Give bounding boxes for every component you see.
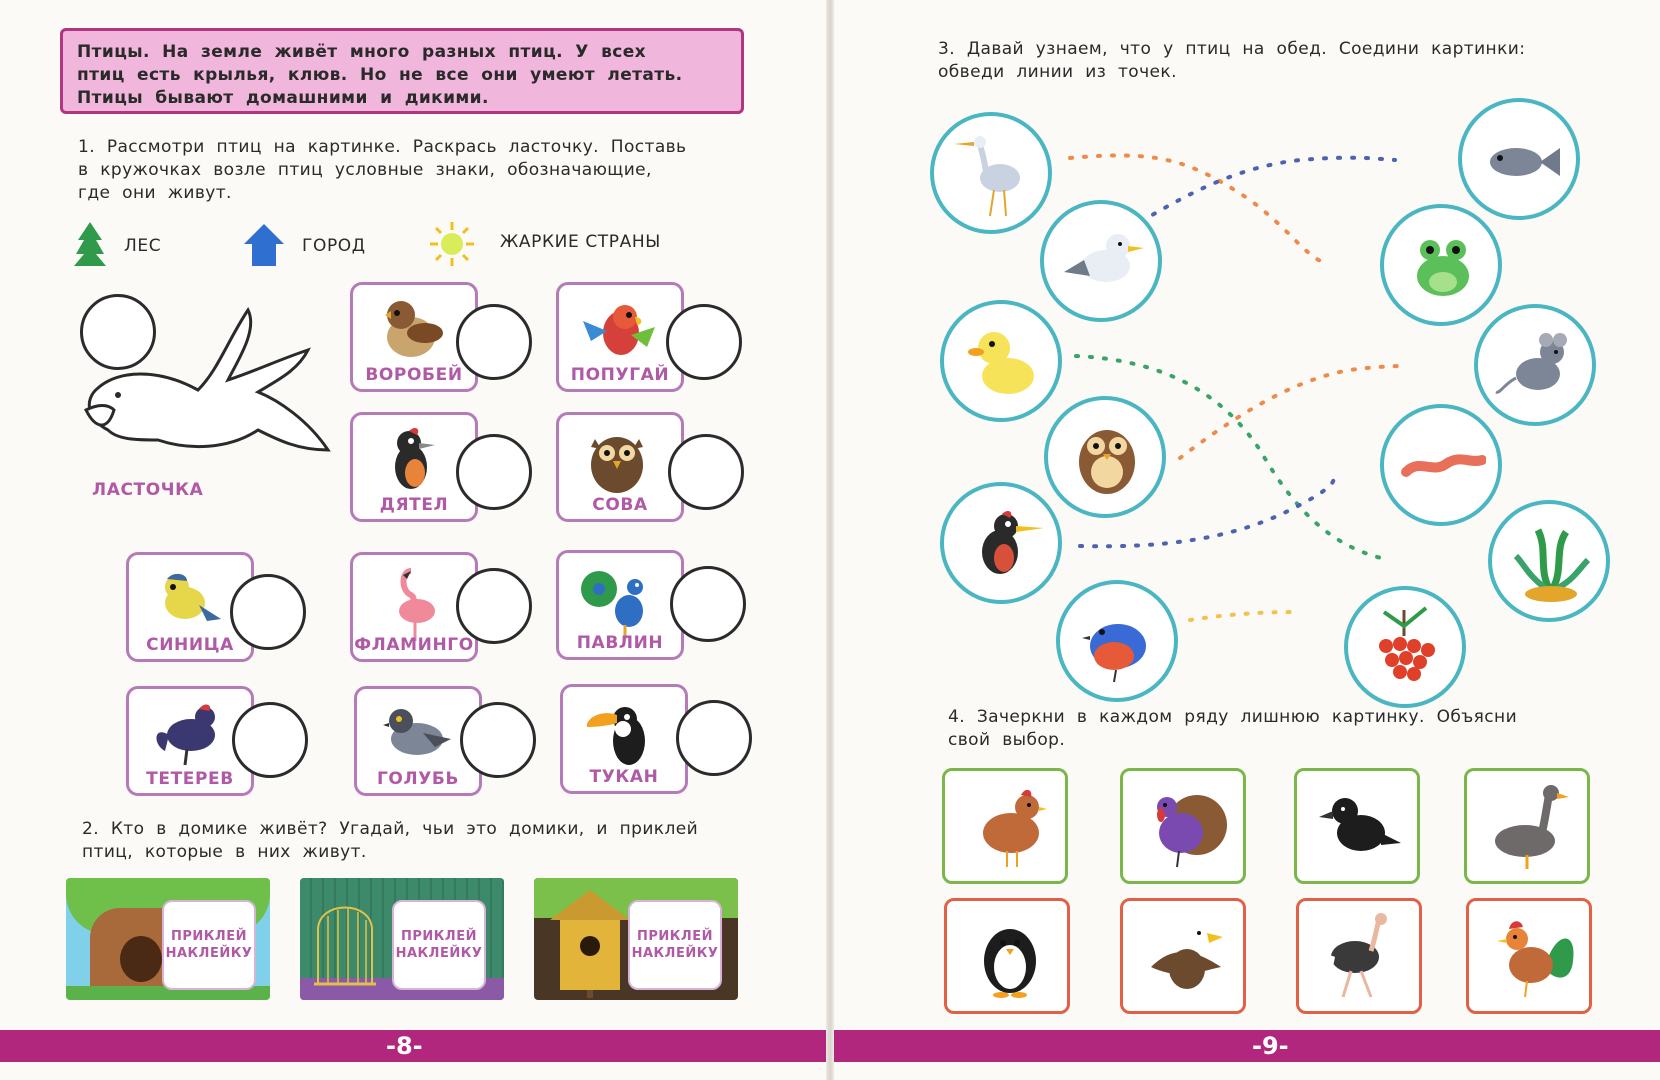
sticker-slot[interactable]	[162, 900, 256, 990]
swallow-label: ЛАСТОЧКА	[92, 480, 204, 500]
task-line: где они живут.	[78, 183, 232, 203]
worm-bubble[interactable]	[1380, 404, 1502, 526]
task-line: 1. Рассмотри птиц на картинке. Раскрась ласточку. Поставь	[78, 137, 687, 157]
parrot-icon	[577, 291, 657, 371]
task-line: 2. Кто в домике живёт? Угадай, чьи это домики, и приклей	[82, 819, 699, 839]
owl-icon	[577, 421, 657, 501]
crow-icon	[1315, 781, 1405, 871]
sticker-text: НАКЛЕЙКУ	[631, 946, 719, 961]
forest-tree-icon	[74, 222, 106, 268]
ostrich-icon	[1317, 911, 1407, 1001]
seaweed-icon	[1508, 520, 1594, 606]
habitat-circle[interactable]	[666, 304, 742, 380]
legend-forest: ЛЕС	[124, 236, 162, 256]
odd-one-out-card[interactable]	[1294, 768, 1420, 884]
odd-one-out-card[interactable]	[1466, 898, 1592, 1014]
woodpecker-icon	[371, 421, 451, 501]
seagull-icon	[1060, 220, 1146, 306]
owl-icon	[1064, 416, 1150, 502]
penguin-icon	[965, 911, 1055, 1001]
bird-label: ПОПУГАЙ	[570, 365, 670, 385]
bird-label: ВОРОБЕЙ	[365, 365, 463, 385]
task1-text	[78, 136, 686, 205]
bird-label: ГОЛУБЬ	[376, 769, 460, 789]
sticker-slot[interactable]	[628, 900, 722, 990]
habitat-circle[interactable]	[230, 574, 306, 650]
sun-icon	[428, 220, 476, 268]
task2-text	[82, 818, 698, 864]
task-line: обведи линии из точек.	[938, 62, 1177, 82]
sticker-text: НАКЛЕЙКУ	[165, 946, 253, 961]
flamingo-icon	[371, 561, 451, 641]
turkey-icon	[1141, 781, 1231, 871]
task-line: птиц, которые в них живут.	[82, 842, 367, 862]
worm-icon	[1400, 424, 1486, 510]
bird-label: ДЯТЕЛ	[379, 495, 449, 515]
eagle-icon	[1141, 911, 1231, 1001]
hen-icon	[963, 781, 1053, 871]
habitat-circle[interactable]	[668, 434, 744, 510]
habitat-circle[interactable]	[456, 568, 532, 644]
page-number-left: -8-	[386, 1032, 423, 1060]
bird-label: ФЛАМИНГО	[354, 635, 474, 655]
page-number-right: -9-	[1252, 1032, 1289, 1060]
bird-label: ТУКАН	[589, 767, 659, 787]
sticker-text: ПРИКЛЕЙ	[401, 929, 477, 944]
owl-bubble[interactable]	[1044, 396, 1166, 518]
swallow-outline-icon[interactable]	[78, 300, 338, 500]
odd-one-out-card[interactable]	[1464, 768, 1590, 884]
sparrow-icon	[371, 291, 451, 371]
habitat-circle[interactable]	[670, 566, 746, 642]
birdhouse-icon	[550, 890, 630, 998]
odd-one-out-card[interactable]	[944, 898, 1070, 1014]
seagull-bubble[interactable]	[1040, 200, 1162, 322]
heron-icon	[950, 132, 1036, 218]
bird-cage-icon	[310, 890, 380, 990]
tit-icon	[147, 561, 227, 641]
woodpecker-bubble[interactable]	[940, 482, 1062, 604]
frog-icon	[1400, 224, 1486, 310]
sticker-slot[interactable]	[392, 900, 486, 990]
intro-line: Птицы бывают домашними и дикими.	[77, 88, 489, 108]
right-page	[830, 0, 1660, 1030]
seaweed-bubble[interactable]	[1488, 500, 1610, 622]
bird-label: ПАВЛИН	[576, 633, 664, 653]
mouse-icon	[1494, 324, 1580, 410]
bird-card	[556, 412, 684, 522]
frog-bubble[interactable]	[1380, 204, 1502, 326]
duckling-icon	[960, 320, 1046, 406]
bullfinch-icon	[1076, 600, 1162, 686]
bird-card	[556, 282, 684, 392]
task-line: в кружочках возле птиц условные знаки, обозначающие,	[78, 160, 652, 180]
odd-one-out-card[interactable]	[1296, 898, 1422, 1014]
habitat-circle[interactable]	[232, 702, 308, 778]
mouse-bubble[interactable]	[1474, 304, 1596, 426]
duckling-bubble[interactable]	[940, 300, 1062, 422]
pigeon-icon	[375, 695, 455, 775]
bird-label: СОВА	[592, 495, 648, 515]
legend-hot-countries: ЖАРКИЕ СТРАНЫ	[500, 232, 661, 252]
left-page	[0, 0, 830, 1030]
rooster-icon	[1487, 911, 1577, 1001]
task-line: 3. Давай узнаем, что у птиц на обед. Соедини картинки:	[938, 39, 1526, 59]
intro-line: Птицы. На земле живёт много разных птиц. У всех	[77, 42, 647, 62]
sticker-text: ПРИКЛЕЙ	[637, 929, 713, 944]
grouse-icon	[147, 695, 227, 775]
fish-icon	[1478, 118, 1564, 204]
task-line: свой выбор.	[948, 730, 1066, 750]
odd-one-out-card[interactable]	[1120, 768, 1246, 884]
goose-icon	[1485, 781, 1575, 871]
rowan-bubble[interactable]	[1344, 586, 1466, 708]
task-line: 4. Зачеркни в каждом ряду лишнюю картинку. Объясни	[948, 707, 1518, 727]
toucan-icon	[581, 693, 661, 773]
intro-line: птиц есть крылья, клюв. Но не все они умеют летать.	[77, 65, 683, 85]
bird-card	[556, 550, 684, 660]
legend-city: ГОРОД	[302, 236, 366, 256]
intro-box	[60, 28, 744, 114]
rowan-icon	[1364, 606, 1450, 692]
bullfinch-bubble[interactable]	[1056, 580, 1178, 702]
bird-label: ТЕТЕРЕВ	[146, 769, 234, 789]
fish-bubble[interactable]	[1458, 98, 1580, 220]
bird-card	[560, 684, 688, 794]
woodpecker-icon	[960, 502, 1046, 588]
habitat-circle[interactable]	[456, 304, 532, 380]
peacock-icon	[577, 559, 657, 639]
odd-one-out-card[interactable]	[1120, 898, 1246, 1014]
bird-label: СИНИЦА	[146, 635, 234, 655]
heron-bubble[interactable]	[930, 112, 1052, 234]
city-house-icon	[244, 224, 284, 266]
habitat-circle[interactable]	[676, 700, 752, 776]
odd-one-out-card[interactable]	[942, 768, 1068, 884]
sticker-text: ПРИКЛЕЙ	[171, 929, 247, 944]
task4-text	[948, 706, 1517, 752]
right-footer-band	[834, 1030, 1660, 1062]
habitat-circle[interactable]	[460, 702, 536, 778]
sticker-text: НАКЛЕЙКУ	[395, 946, 483, 961]
habitat-circle[interactable]	[456, 434, 532, 510]
